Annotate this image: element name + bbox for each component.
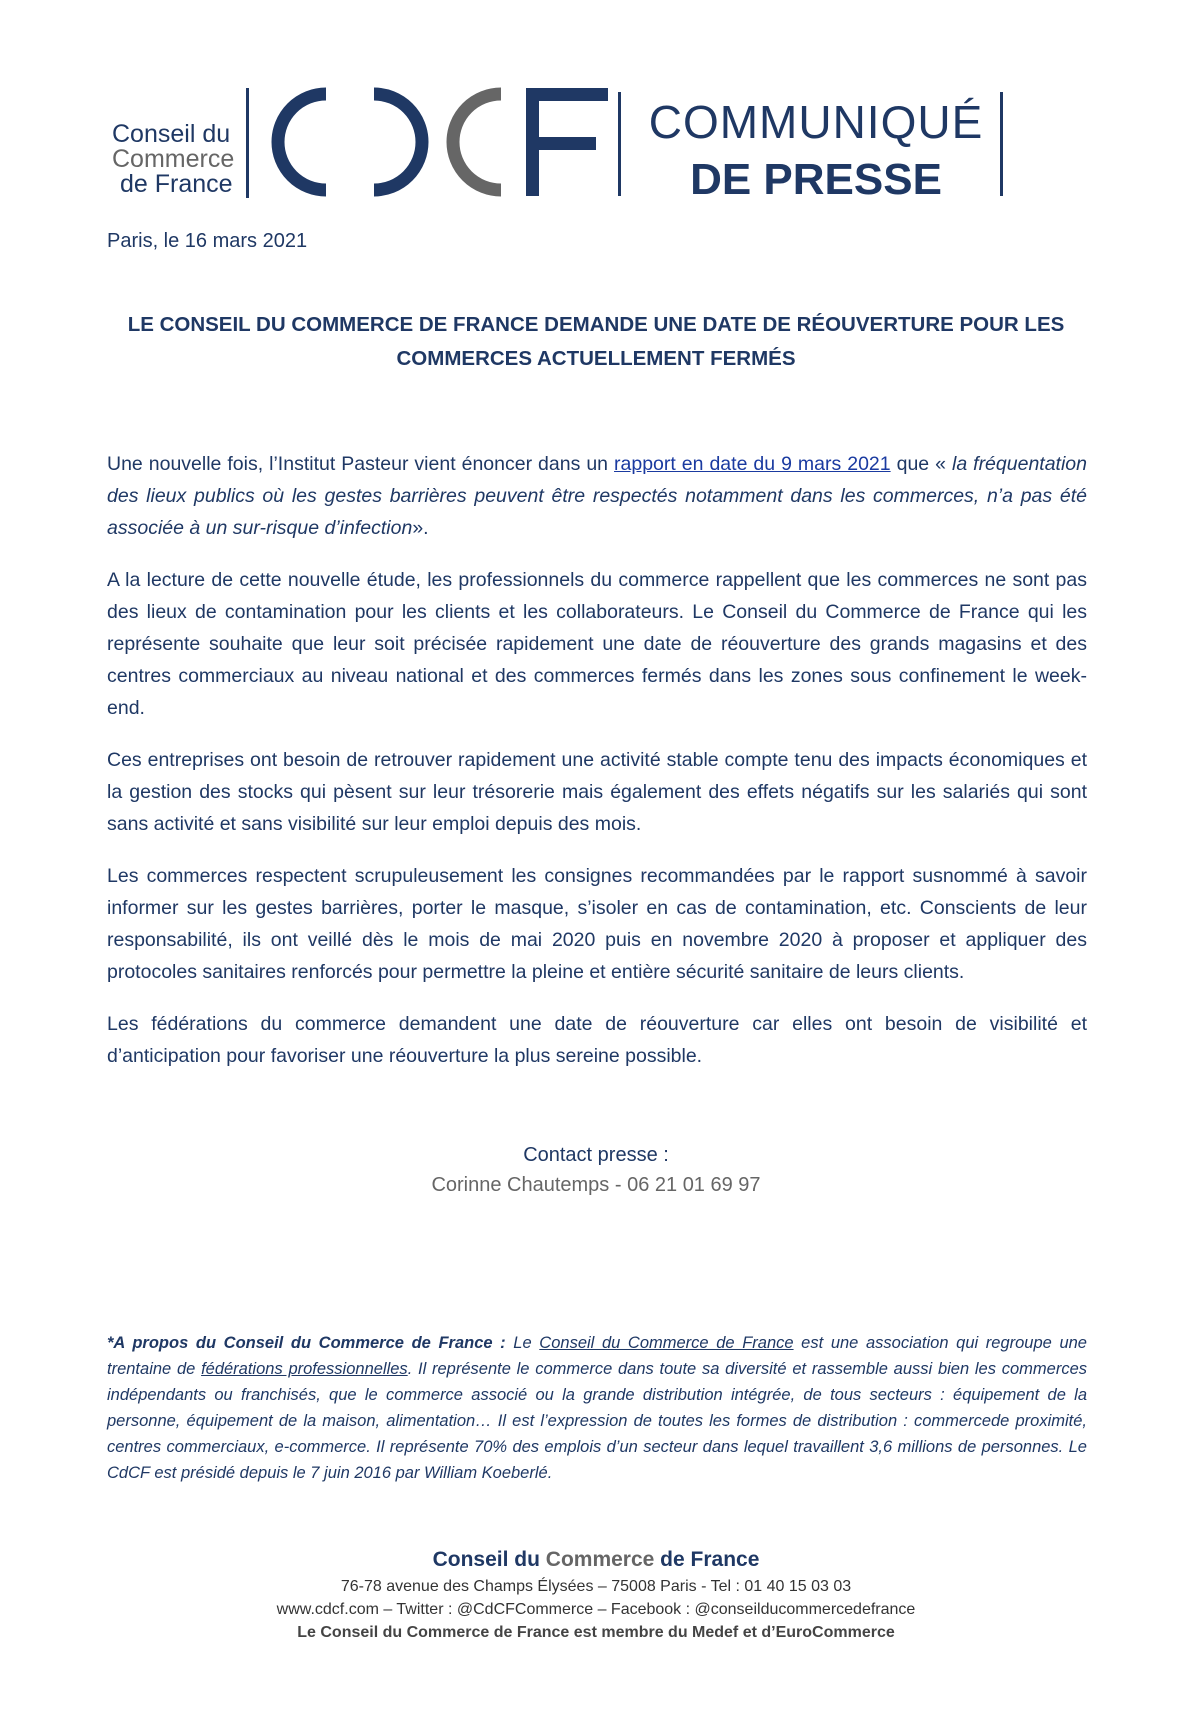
org-name-line1: Conseil du [112,120,231,148]
header-divider [618,92,621,196]
footer-org-name [106,1545,1086,1575]
paragraph-4: Les commerces respectent scrupuleusement les consignes recommandées par le rapport susnommé à savoir informer sur les gestes barrières, porter le masque, s’isoler en cas de contamination, etc. Conscients de leur responsabilité, ils ont veillé dès le mois de mai 2020 puis en novembre 2020 à proposer et appliquer des protocoles sanitaires renforcés pour permettre la pleine et entière sécurité sanitaire de leurs clients. [107,865,1087,983]
document-type [646,96,986,206]
about-label: *A propos du Conseil du Commerce de France : [107,1334,506,1352]
paragraph-1-start: Une nouvelle fois, l’Institut Pasteur vient énoncer dans un [107,453,615,475]
footer-name-b: Commerce [545,1548,655,1571]
release-date: Paris, le 16 mars 2021 [107,230,308,252]
press-contact-title: Contact presse : [523,1144,669,1166]
footer-name-c: de France [654,1548,760,1571]
footer-links: www.cdcf.com – Twitter : @CdCFCommerce – Facebook : @conseilducommercedefrance [276,1601,916,1618]
paragraph-3: Ces entreprises ont besoin de retrouver rapidement une activité stable compte tenu des impacts économiques et la gestion des stocks qui pèsent sur leur trésorerie mais également des effets négatifs sur les salariés qui sont sans activité et sans visibilité sur leur emploi depuis des mois. [107,749,1087,835]
body-text [107,448,1087,1092]
document-type-line2: DE PRESSE [690,155,942,204]
pasteur-quote: la fréquentation des lieux publics où les gestes barrières peuvent être respectés notamment dans les commerces, n’a pas été associée à un sur-risque d’infection [107,453,1087,539]
paragraph-5: Les fédérations du commerce demandent une date de réouverture car elles ont besoin de visibilité et d’anticipation pour favoriser une réouverture la plus sereine possible. [107,1013,1087,1067]
header [106,82,1066,212]
paragraph-2: A la lecture de cette nouvelle étude, les professionnels du commerce rappellent que les commerces ne sont pas des lieux de contamination pour les clients et les collaborateurs. Le Conseil du Commerce de France qui les représente souhaite que leur soit précisée rapidement une date de réouverture des grands magasins et des centres commerciaux au niveau national et des commerces fermés dans les zones sous confinement le week-end. [107,569,1087,719]
header-divider [246,88,249,198]
paragraph-1-mid: que « [890,453,952,475]
org-name-line2: Commerce [112,145,235,173]
about-link-cdcf[interactable]: Conseil du Commerce de France [539,1334,794,1352]
about-section [107,1330,1087,1486]
headline-line2: COMMERCES ACTUELLEMENT FERMÉS [396,347,796,370]
paragraph-1 [107,448,1087,544]
document-type-line1: COMMUNIQUÉ [648,96,984,148]
org-name-line3: de France [120,170,233,198]
headline [106,308,1086,376]
press-contact [106,1140,1086,1200]
footer-name-a: Conseil du [432,1548,546,1571]
about-link-federations[interactable]: fédérations professionnelles [201,1360,408,1378]
footer [106,1545,1086,1644]
header-divider [1000,92,1003,196]
press-contact-name: Corinne Chautemps - 06 21 01 69 97 [431,1174,761,1196]
headline-line1: LE CONSEIL DU COMMERCE DE FRANCE DEMANDE UNE DATE DE RÉOUVERTURE POUR LES [127,313,1065,336]
org-name [112,122,234,197]
footer-membership: Le Conseil du Commerce de France est membre du Medef et d’EuroCommerce [297,1624,895,1641]
report-link[interactable]: rapport en date du 9 mars 2021 [614,453,891,475]
about-text-1: Le [505,1334,540,1352]
cdcf-logo-icon [256,82,616,202]
about-text-3: . Il représente le commerce dans toute sa diversité et rassemble aussi bien les commerces indépendants ou franchisés, que le commerce associé ou la grande distribution intégrée, de tous secteurs : équipement de la personne, équipement de la maison, alimentation… Il est l’expression de toutes les formes de distribution : commercede proximité, centres commerciaux, e-commerce. Il représente 70% des emplois d’un secteur dans lequel travaillent 3,6 millions de personnes. Le CdCF est présidé depuis le 7 juin 2016 par William Koeberlé. [107,1360,1087,1482]
about-text-2: est une association qui regroupe une trentaine de [107,1334,1087,1378]
footer-address: 76-78 avenue des Champs Élysées – 75008 Paris - Tel : 01 40 15 03 03 [340,1578,852,1595]
paragraph-1-end: ». [412,517,429,539]
